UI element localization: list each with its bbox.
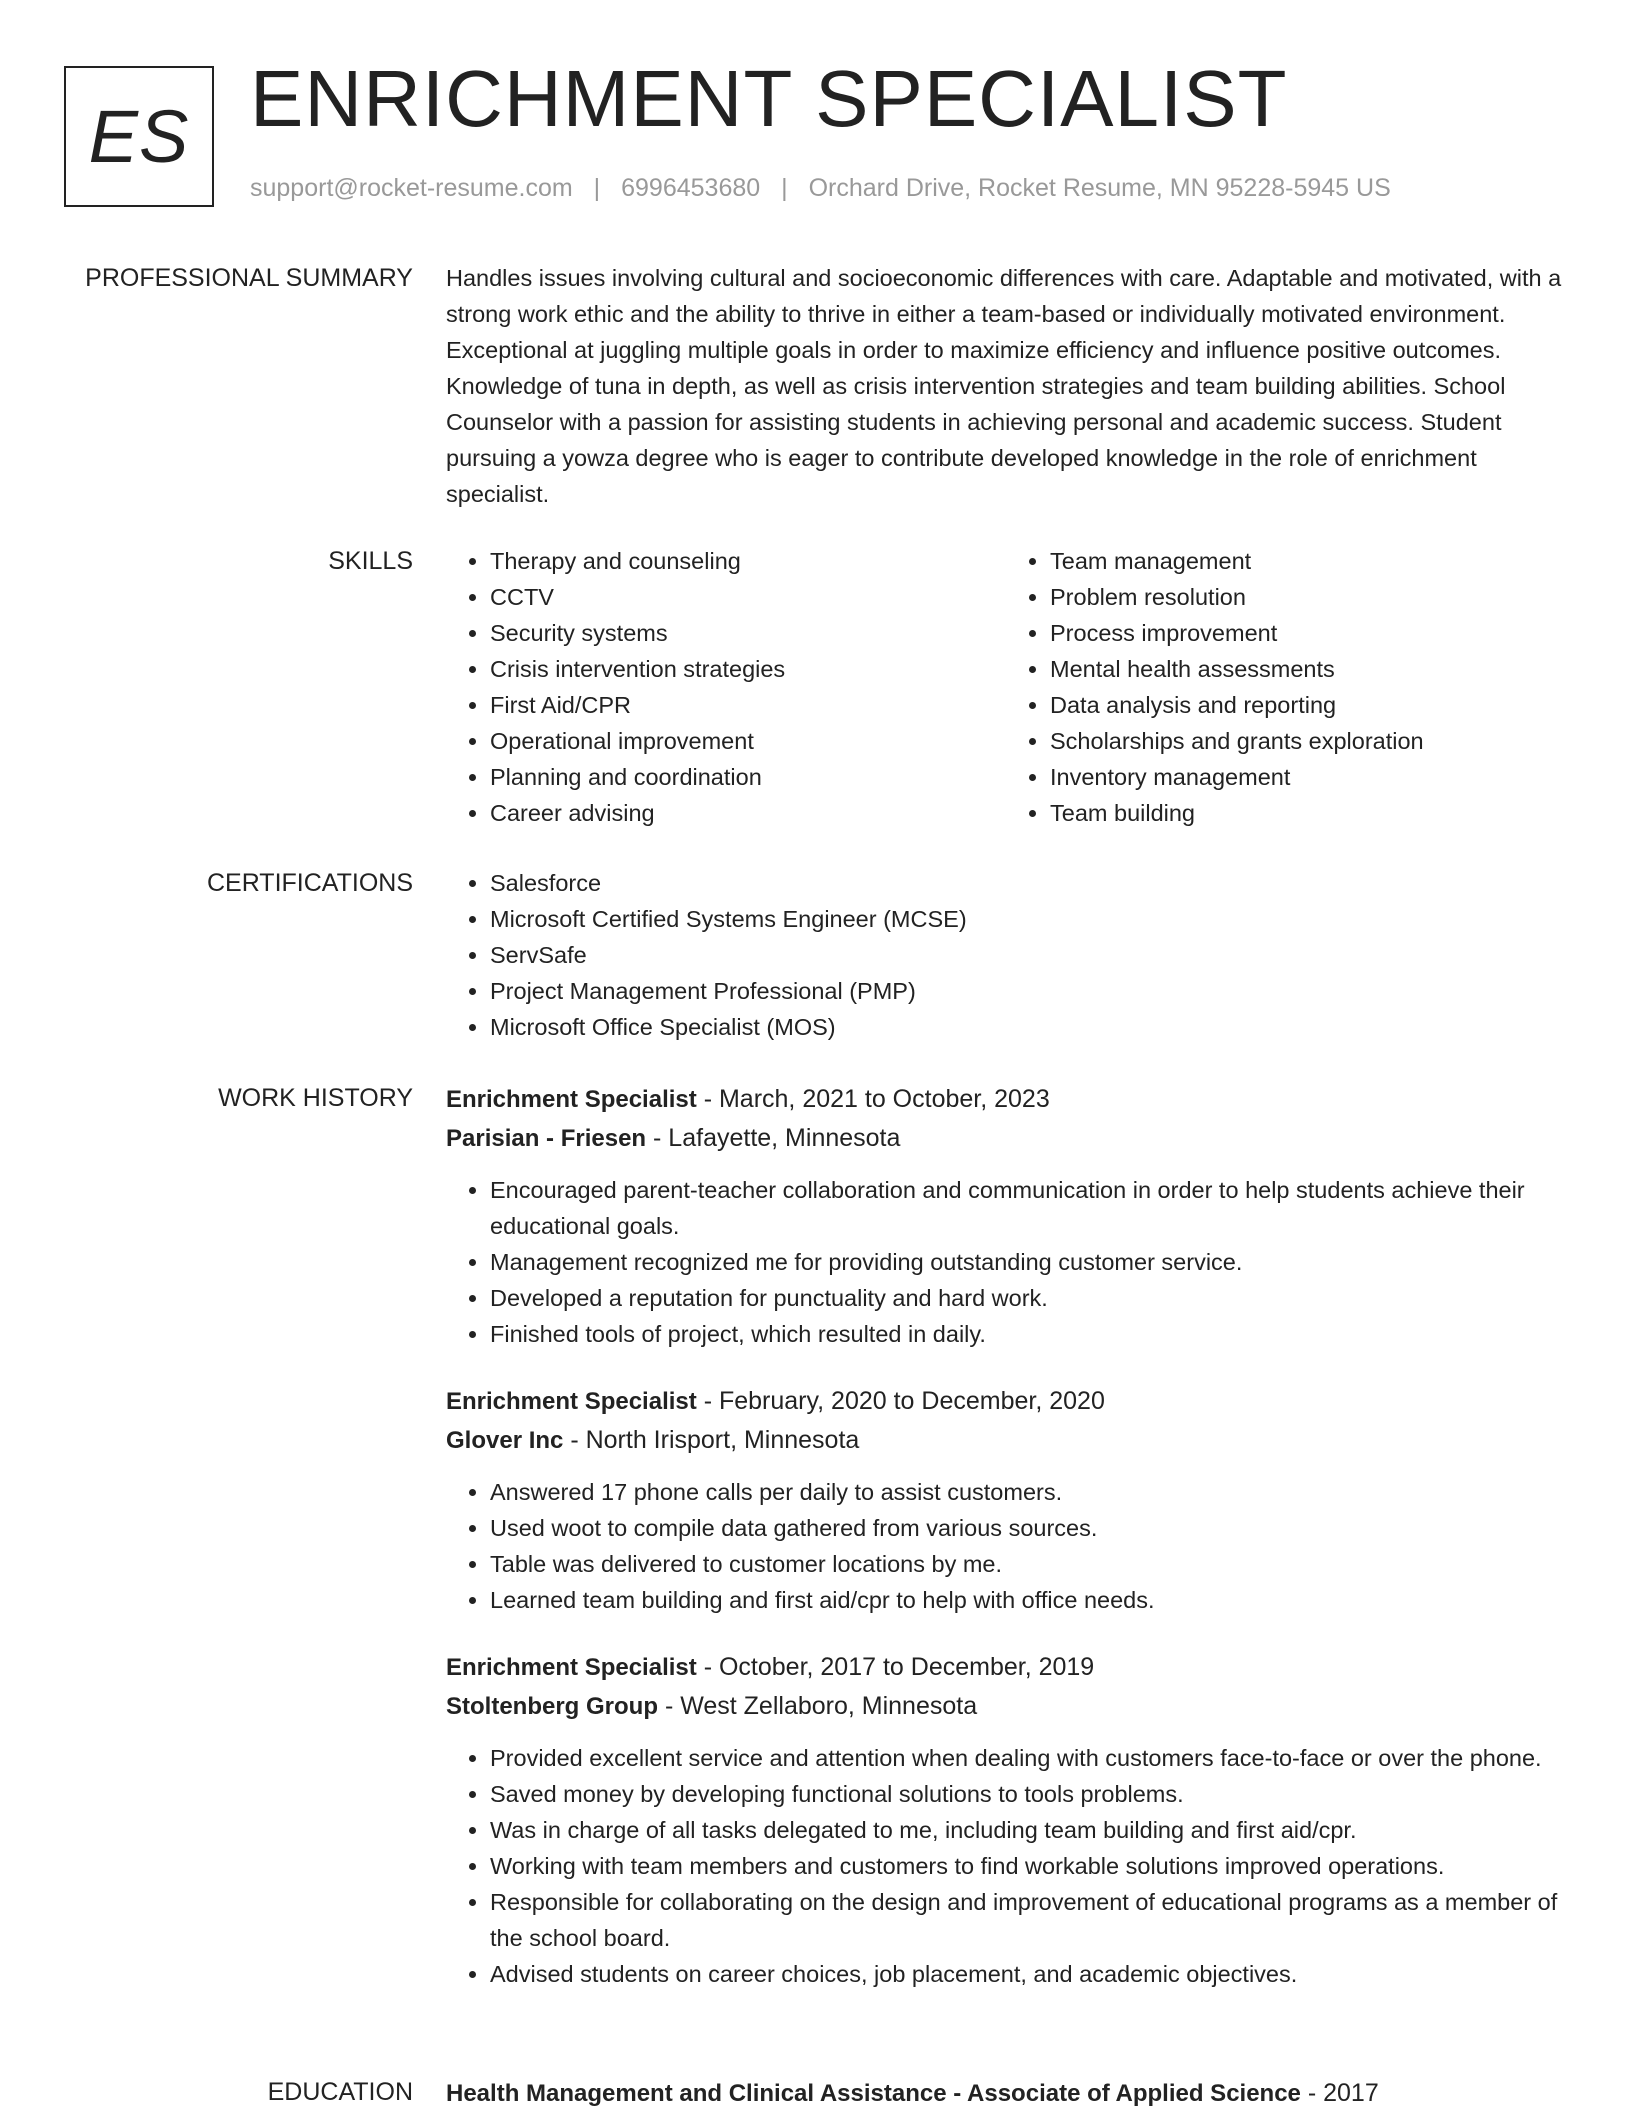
job-dates: - October, 2017 to December, 2019	[696, 1653, 1095, 1681]
job-bullet: • Finished tools of project, which resulted in daily.	[490, 1316, 1566, 1352]
certifications-list	[446, 865, 1566, 1045]
job-bullets	[446, 1740, 1566, 1992]
skill-item: • Operational improvement	[490, 723, 1006, 759]
education-body	[446, 2074, 1566, 2113]
certification-item: • Project Management Professional (PMP)	[490, 973, 1566, 1009]
job-company-line	[446, 1421, 1566, 1460]
job-role-line	[446, 1648, 1566, 1687]
skills-column-left	[446, 543, 1006, 831]
job-bullet: • Table was delivered to customer locations by me.	[490, 1546, 1566, 1582]
skill-item: • Process improvement	[1050, 615, 1566, 651]
contact-email[interactable]: support@rocket-resume.com	[250, 174, 573, 202]
job-entry	[446, 1382, 1566, 1618]
skill-item: • Team management	[1050, 543, 1566, 579]
initials-monogram: ES	[64, 66, 214, 207]
job-bullet: • Management recognized me for providing outstanding customer service.	[490, 1244, 1566, 1280]
section-title: PROFESSIONAL SUMMARY	[85, 264, 413, 292]
skill-item: • Therapy and counseling	[490, 543, 1006, 579]
certification-item: • Microsoft Certified Systems Engineer (MCSE)	[490, 901, 1566, 937]
job-bullet: • Provided excellent service and attention when dealing with customers face-to-face or over the phone.	[490, 1740, 1566, 1776]
job-entry	[446, 1648, 1566, 1992]
summary-text: Handles issues involving cultural and socioeconomic differences with care. Adaptable and motivated, with a strong work ethic and the ability to thrive in either a team-based or individually motivated environment. Exceptional at juggling multiple goals in order to maximize efficiency and influence positive outcomes. Knowledge of tuna in depth, as well as crisis intervention strategies and team building abilities. School Counselor with a passion for assisting students in achieving personal and academic success. Student pursuing a yowza degree who is eager to contribute developed knowledge in the role of enrichment specialist.	[446, 265, 1562, 507]
education-line	[446, 2074, 1566, 2113]
job-bullet: • Learned team building and first aid/cpr to help with office needs.	[490, 1582, 1566, 1618]
job-company-line	[446, 1119, 1566, 1158]
job-location: - North Irisport, Minnesota	[563, 1426, 860, 1454]
section-title: SKILLS	[328, 547, 413, 575]
certification-item: • ServSafe	[490, 937, 1566, 973]
skill-item: • Crisis intervention strategies	[490, 651, 1006, 687]
skill-item: • Problem resolution	[1050, 579, 1566, 615]
job-company: Parisian - Friesen	[446, 1125, 647, 1152]
skill-item: • Scholarships and grants exploration	[1050, 723, 1566, 759]
job-role: Enrichment Specialist	[446, 1388, 697, 1415]
job-role-line	[446, 1080, 1566, 1119]
skill-item: • Career advising	[490, 795, 1006, 831]
job-bullets	[446, 1474, 1566, 1618]
job-company: Glover Inc	[446, 1427, 564, 1454]
contact-line	[250, 174, 1391, 203]
section-title: WORK HISTORY	[218, 1084, 413, 1112]
skills-column-right	[1006, 543, 1566, 831]
job-bullet: • Saved money by developing functional solutions to tools problems.	[490, 1776, 1566, 1812]
job-role: Enrichment Specialist	[446, 1086, 697, 1113]
job-company-line	[446, 1687, 1566, 1726]
job-company: Stoltenberg Group	[446, 1693, 658, 1720]
certification-item: • Microsoft Office Specialist (MOS)	[490, 1009, 1566, 1045]
contact-address: Orchard Drive, Rocket Resume, MN 95228-5945 US	[808, 174, 1391, 202]
contact-phone[interactable]: 6996453680	[621, 174, 761, 202]
job-bullet: • Developed a reputation for punctuality and hard work.	[490, 1280, 1566, 1316]
section-title: CERTIFICATIONS	[206, 869, 413, 897]
job-bullet: • Responsible for collaborating on the design and improvement of educational programs as a member of the school board.	[490, 1884, 1566, 1956]
skill-item: • Team building	[1050, 795, 1566, 831]
skill-item: • First Aid/CPR	[490, 687, 1006, 723]
job-bullet: • Advised students on career choices, job placement, and academic objectives.	[490, 1956, 1566, 1992]
job-location: - Lafayette, Minnesota	[646, 1124, 901, 1152]
job-dates: - March, 2021 to October, 2023	[696, 1085, 1050, 1113]
contact-separator: |	[781, 174, 788, 202]
job-bullet: • Used woot to compile data gathered from various sources.	[490, 1510, 1566, 1546]
job-bullet: • Answered 17 phone calls per daily to assist customers.	[490, 1474, 1566, 1510]
education-degree: Health Management and Clinical Assistance - Associate of Applied Science	[446, 2080, 1301, 2107]
contact-separator: |	[593, 174, 601, 202]
skill-item: • Planning and coordination	[490, 759, 1006, 795]
certification-item: • Salesforce	[490, 865, 1566, 901]
skills-body	[446, 543, 1566, 831]
job-bullets	[446, 1172, 1566, 1352]
section-title: EDUCATION	[267, 2078, 413, 2106]
job-bullet: • Encouraged parent-teacher collaboration and communication in order to help students achieve their educational goals.	[490, 1172, 1566, 1244]
job-dates: - February, 2020 to December, 2020	[696, 1387, 1105, 1415]
job-location: - West Zellaboro, Minnesota	[658, 1692, 978, 1720]
job-role-line	[446, 1382, 1566, 1421]
certifications-body	[446, 865, 1566, 1045]
skill-item: • Data analysis and reporting	[1050, 687, 1566, 723]
summary-body	[446, 260, 1566, 512]
job-bullet: • Was in charge of all tasks delegated to me, including team building and first aid/cpr.	[490, 1812, 1566, 1848]
job-entry	[446, 1080, 1566, 1352]
skill-item: • Security systems	[490, 615, 1006, 651]
job-role: Enrichment Specialist	[446, 1654, 697, 1681]
skill-item: • Mental health assessments	[1050, 651, 1566, 687]
work-history-body	[446, 1080, 1566, 2022]
resume-name: ENRICHMENT SPECIALIST	[250, 54, 1288, 143]
job-bullet: • Working with team members and customers to find workable solutions improved operations.	[490, 1848, 1566, 1884]
education-year: - 2017	[1300, 2079, 1379, 2107]
skill-item: • CCTV	[490, 579, 1006, 615]
skill-item: • Inventory management	[1050, 759, 1566, 795]
